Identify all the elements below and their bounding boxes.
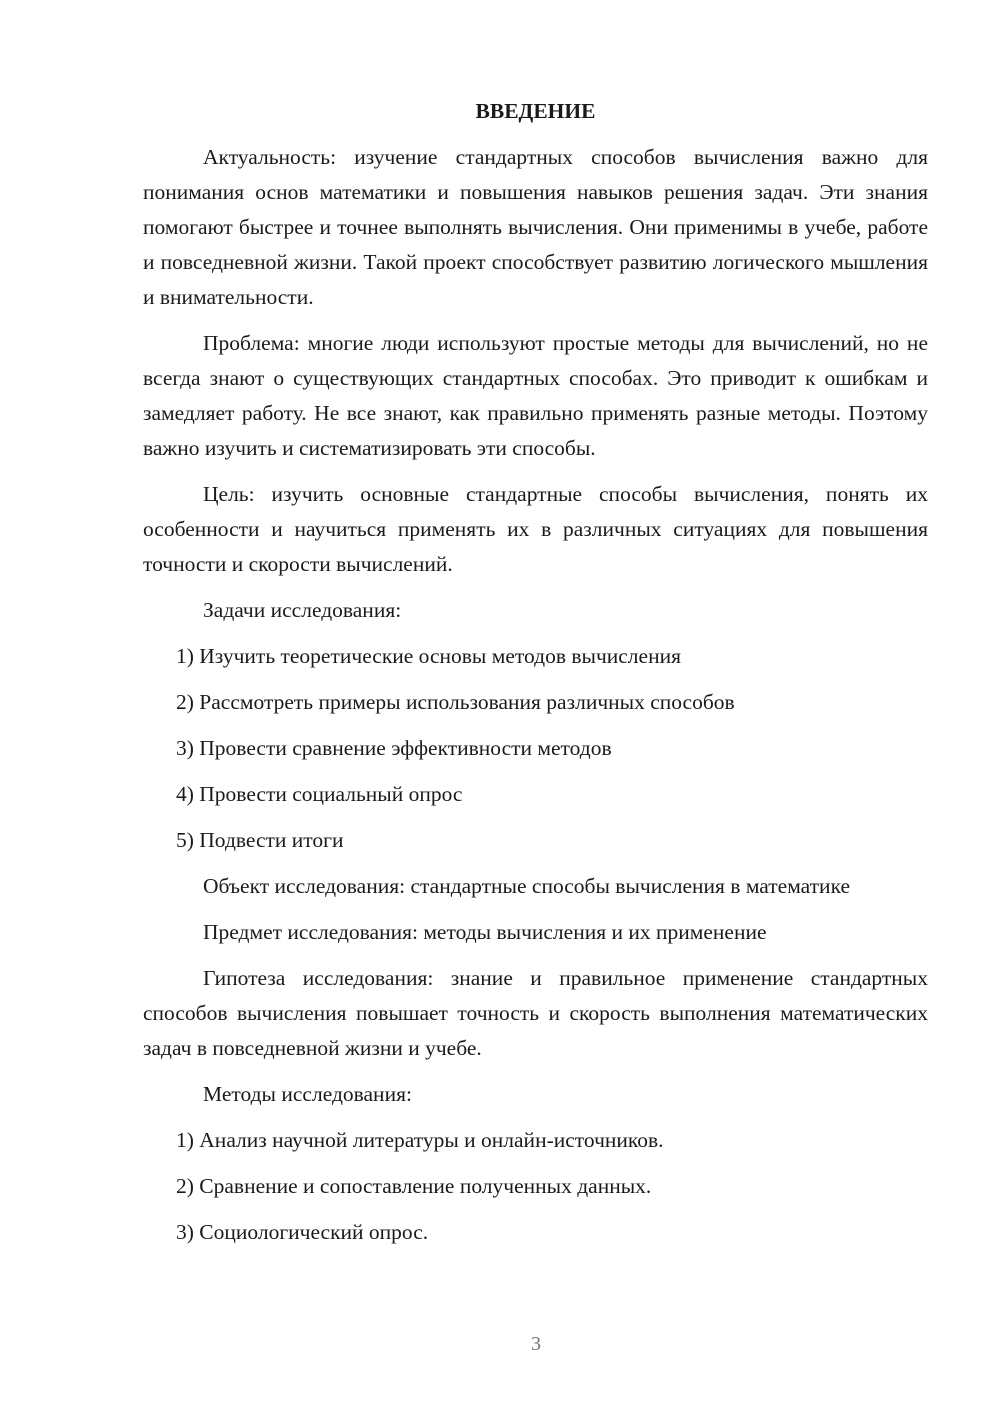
- list-item: 3) Социологический опрос.: [176, 1220, 429, 1244]
- tasks-label: Задачи исследования:: [203, 598, 402, 622]
- methods-list: [143, 1123, 928, 1250]
- hypothesis-paragraph: Гипотеза исследования: знание и правильное применение стандартных способов вычисления повышает точность и скорость выполнения математических задач в повседневной жизни и учебе.: [143, 966, 928, 1060]
- section-heading: ВВЕДЕНИЕ: [475, 99, 596, 123]
- subject-paragraph: Предмет исследования: методы вычисления и их применение: [203, 920, 767, 944]
- list-item: 5) Подвести итоги: [176, 828, 344, 852]
- page-number: 3: [531, 1333, 541, 1355]
- problem-paragraph: Проблема: многие люди используют простые методы для вычислений, но не всегда знают о существующих стандартных способах. Это приводит к ошибкам и замедляет работу. Не все знают, как правильно применять разные методы. Поэтому важно изучить и систематизировать эти способы.: [143, 331, 928, 460]
- document-page: [143, 94, 928, 1261]
- goal-paragraph: Цель: изучить основные стандартные способы вычисления, понять их особенности и научиться применять их в различных ситуациях для повышения точности и скорости вычислений.: [143, 482, 928, 576]
- list-item: 2) Рассмотреть примеры использования различных способов: [176, 690, 735, 714]
- relevance-paragraph: Актуальность: изучение стандартных способов вычисления важно для понимания основ математики и повышения навыков решения задач. Эти знания помогают быстрее и точнее выполнять вычисления. Они применимы в учебе, работе и повседневной жизни. Такой проект способствует развитию логического мышления и внимательности.: [143, 145, 928, 309]
- list-item: 1) Изучить теоретические основы методов вычисления: [176, 644, 681, 668]
- list-item: 3) Провести сравнение эффективности методов: [176, 736, 612, 760]
- list-item: 2) Сравнение и сопоставление полученных данных.: [176, 1174, 652, 1198]
- tasks-list: [143, 639, 928, 858]
- list-item: 1) Анализ научной литературы и онлайн-источников.: [176, 1128, 664, 1152]
- object-paragraph: Объект исследования: стандартные способы вычисления в математике: [203, 874, 851, 898]
- methods-label: Методы исследования:: [203, 1082, 412, 1106]
- list-item: 4) Провести социальный опрос: [176, 782, 463, 806]
